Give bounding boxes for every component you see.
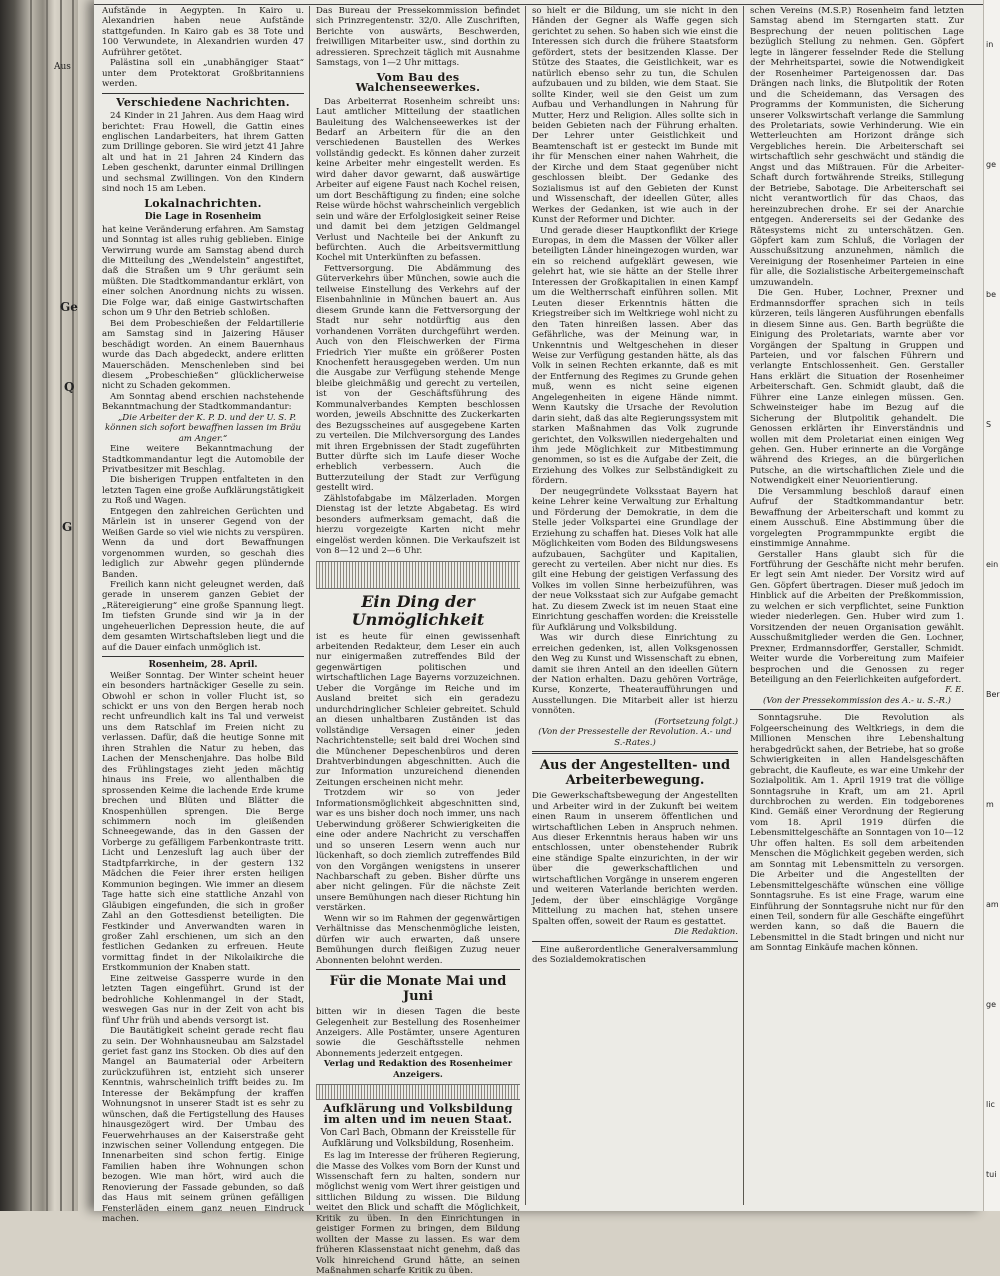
right-fragment: ge <box>986 1000 996 1009</box>
left-fragment: Aus <box>54 62 71 72</box>
author-initials: F. E. <box>945 685 964 696</box>
quote: „Die Arbeiter der K. P. D. und der U. S. P. können sich sofort bewaffnen lassen im Bräu am Anger.“ <box>104 412 302 444</box>
paragraph: hat keine Veränderung erfahren. Am Samstag und Sonntag ist alles ruhig geblieben. Einige Verwirrung wurde am Samstag abend durch die Mitteilung des „Wendelstein“ angestiftet, daß die Straßen um 9 Uhr geräumt sein müßten. Die Stadtkommandantur erklärt, von einer solchen Anordnung nichts zu wissen. Die Folge war, daß einige Gastwirtschaften schon um 9 Uhr den Betrieb schloßen. <box>102 224 304 319</box>
paragraph: Die Gen. Huber, Lochner, Prexner und Erdmannsdorffer sprachen sich in teils kürzeren, teils längeren Ausführungen ebenfalls in diesem Sinne aus. Gen. Barth begrüßte die Einigung des Proletariats, warnte aber vor Vorgängen der Spaltung in Gruppen und Parteien, und vor falschen Führern und verlangte Entschlossenheit. Gen. Gerstaller Hans erklärt die Situation der Rosenheimer Arbeiterschaft. Gen. Schmidt glaubt, daß die Führer eine Lanze einlegen müssen. Gen. Schweinsteiger habe im Bezug auf die Sicherung der Blutpolitik gehandelt. Die Genossen erklärten ihr Einverständnis und wollen mit dem Proletariat einen einigen Weg gehen. Gen. Huber erinnerte an die Vorgänge während des Krieges, an die bürgerlichen Putsche, an die wirtschaftlichen Ziele und die Notwendigkeit einer Neuorientierung. <box>750 288 964 487</box>
column-3 <box>532 6 738 1207</box>
divider <box>532 941 738 942</box>
publisher-signature: Verlag und Redaktion des Rosenheimer Anzeigers. <box>323 1059 513 1080</box>
paragraph: Die Bautätigkeit scheint gerade recht flau zu sein. Der Wohnhausneubau am Salzstadel geriet fast ganz ins Stocken. Ob dies auf den Mangel an Baumaterial oder Arbeitern zurückzuführen ist, entzieht sich unserer Kenntnis, wahrscheinlich trifft beides zu. Im Interesse der Bekämpfung der kraffen Wohnungsnot in unserer Stadt ist es sehr zu wünschen, daß die Fertigstellung des Hauses hinausgezögert wird. Der Umbau des Feuerwehrhauses an der Kaiserstraße geht inzwischen seiner Vollendung entgegen. Die Innenarbeiten sind schon fertig. Einige Familien haben ihre Wohnungen schon bezogen. Wie man hört, wird auch die Renovierung der Fassade gebunden, so daß das Haus mit seinem grünen gefälligen Fensterläden einem ganz neuen Eindruck machen. <box>102 1026 304 1225</box>
heading-monate: Für die Monate Mai und Juni <box>329 974 507 1005</box>
heading-verschiedene: Verschiedene Nachrichten. <box>116 95 290 109</box>
paragraph: Zählstofabgabe im Mälzerladen. Morgen Dienstag ist der letzte Abgabetag. Es wird besonders aufmerksam gemacht, daß die hierzu vorgezeigte Karten nicht mehr eingelöst werden können. Die Verkaufszeit ist von 8—12 und 2—6 Uhr. <box>316 493 520 557</box>
ornament-banner <box>316 1084 520 1100</box>
source-note: (Von der Pressekommission des A.- u. S.-R.) <box>763 695 951 706</box>
paragraph: Wenn wir so im Rahmen der gegenwärtigen Verhältnisse das Menschenmögliche leisten, dürfen wir auch erwarten, daß unsere Bemühungen durch fleißigen Zuzug neuer Abonnenten belohnt werden. <box>316 913 520 966</box>
byline: Von Carl Bach, Obmann der Kreisstelle für Aufklärung und Volksbildung, Rosenheim. <box>320 1128 516 1149</box>
paragraph: so hielt er die Bildung, um sie nicht in den Händen der Gegner als Waffe gegen sich gerichtet zu sehen. So haben sich wie einst die Interessen sich durch die frühere Staatsform gefördert, stets der besitzenden Klasse. Der Stütze des Staates, die Geistlichkeit, war es natürlich ebenso sehr zu tun, die Schulen aufzubauen und zu bilden, wie dem Staat. Sie sollte Kinder, weil sie den Geist um zum Aufbau und Verhandlungen in Nahrung für Mutter, Herz und Religion. Alles sollte sich in beiden Gebieten nach der Führung erhalten. Der Lehrer unter Geistlichkeit und Beamtenschaft ist er gesteckt im Bunde mit ihr für Menschen einer nahen Wahrheit, die der Kirche und dem Staat gegenüber nicht geschlossen bleibt. Der Gedanke des Sozialismus ist auf den Gebieten der Kunst und Wissenschaft, der ideellen Güter, alles Werkes der Gedanken, ist wie auch in der Kunst der Reformer und Dichter. <box>532 6 738 226</box>
right-fragment: in <box>986 40 994 49</box>
right-fragment: Ber <box>986 690 1000 699</box>
column-rule <box>309 6 310 1205</box>
paragraph: Bei dem Probeschießen der Feldartillerie am Samstag sind in Jaizering Häuser beschädigt worden. An einem Bauernhaus wurde das Dach abgedeckt, andere erlitten Mauerschäden. Menschenleben sind bei diesem „Probeschießen“ glücklicherweise nicht zu Schaden gekommen. <box>102 318 304 392</box>
paragraph: Gerstaller Hans glaubt sich für die Fortführung der Geschäfte nicht mehr berufen. Er legt sein Amt nieder. Der Vorsitz wird auf Gen. Göpfert übertragen. Dieser muß jedoch im Hinblick auf die Arbeiten der Preßkommission, zu welchen er sich verpflichtet, seine Funktion wieder niederlegen. Gen. Huber wird zum 1. Vorsitzenden der neuen Organisation gewählt. Ausschußmitglieder werden die Gen. Lochner, Prexner, Erdmannsdorffer, Gerstaller, Schmidt. Weiter wurde die Vorbereitung zum Maifeier besprochen und die Genossen zu reger Beteiligung an den Feierlichkeiten aufgefordert. <box>750 549 964 685</box>
paragraph: Das Arbeiterrat Rosenheim schreibt uns: Laut amtlicher Mitteilung der staatlichen Bauleitung des Walchenseewerkes ist der Bedarf an Arbeitern für die an den verschiedenen Baustellen des Werkes vollständig gedeckt. Es können daher zurzeit keine Arbeiter mehr eingestellt werden. Es wird daher davor gewarnt, daß auswärtige Arbeiter auf eigene Faust nach Kochel reisen, um dort Beschäftigung zu finden; eine solche Reise würde höchst wahrscheinlich vergeblich sein und wäre der Erfolglosigkeit seiner Reise und damit bei dem jetzigen Geldmangel Verlust und Nachteile bei der Ankunft zu befürchten. Auch die Arbeitsvermittlung Kochel mit Unterkünften zu befassen. <box>316 96 520 264</box>
left-fragment: G <box>62 520 73 534</box>
right-fragment: be <box>986 290 996 299</box>
paragraph: Freilich kann nicht geleugnet werden, daß gerade in unserem ganzen Gebiet der „Rätereigierung“ eine große Spannung liegt. Im tiefsten Grunde sind wir ja in der ungeheuerlichen Depression heute, die auf dem gesamten Wirtschaftsleben liegt und die auf die Dauer einfach unmöglich ist. <box>102 580 304 653</box>
paragraph: ist es heute für einen gewissenhaft arbeitenden Redakteur, dem Leser ein auch nur einigermaßen zutreffendes Bild der gegenwärtigen politischen und wirtschaftlichen Lage Bayerns vorzuzeichnen. Ueber die Vorgänge im Reiche und im Ausland breitet sich ein geradezu undurchdringlicher Schleier gebreitet. Schuld an diesen unhaltbaren Zuständen ist das vollständige Versagen einer jeden Nachrichtenstelle; seit bald drei Wochen sind die Münchener Depeschenbüros und deren Drahtverbindungen abgeschnitten. Auch die zur Information unzureichend dienenden Zeitungen erscheinen nicht mehr. <box>316 631 520 788</box>
column-rule <box>743 6 744 1205</box>
heading-aufklaerung: Aufklärung und Volksbildung im alten und im neuen Staat. <box>323 1102 513 1126</box>
divider <box>532 751 738 754</box>
top-border <box>94 0 984 5</box>
paragraph: Was wir durch diese Einrichtung zu erreichen gedenken, ist, allen Volksgenossen den Weg zu Kunst und Wissenschaft zu ebnen, damit sie ihren Anteil an den ideellen Gütern der Nation erhalten. Dazu gehören Vorträge, Kurse, Konzerte, Theateraufführungen und Ausstellungen. Die Mitarbeit aller ist hierzu vonnöten. <box>532 633 738 717</box>
paragraph: Die bisherigen Truppen entfalteten in den letzten Tagen eine große Aufklärungstätigkeit zu Roß und Wagen. <box>102 475 304 507</box>
heading-walchensee: Vom Bau des Walchenseewerkes. <box>355 70 481 95</box>
column-4 <box>750 6 964 1207</box>
paragraph: Weißer Sonntag. Der Winter scheint heuer ein besonders hartnäckiger Geselle zu sein. Obwohl er schon in voller Flucht ist, so schickt er uns von den Bergen herab noch recht unfreundlich kalt ins Tal und verweist uns dem Ratschlaf im Freien nicht zu verlassen. Dafür, daß die heutige Sonne mit ihren Strahlen die Natur zu heben, das Lachen der Menschenjahre. Das holbe Bild des Frühlingstages zieht jeden mächtig hinaus ins Freie, wo allenthalben die sprossenden Keime die lachende Erde krume brechen und Blüten und Blätter die Knospenhüllen sprengen. Die Berge schimmern noch im gleißenden Schneegewande, das in den Gassen der Vorberge zu gefälligem Farbenkontraste tritt. Licht und Lenzesluft lag auch über der Stadtpfarrkirche, in der gestern 132 Mädchen die Feier ihrer ersten heiligen Kommunion begingen. Wie immer an diesem Tage hatte sich eine stattliche Anzahl von Gläubigen eingefunden, die sich in großer Zahl an den Gottesdienst beteiligten. Die Festkinder und Anverwandten waren in großer Zahl erschienen, um sich an den festlichen Gedanken zu erfreuen. Heute vormittag findet in der Nikolaikirche die Erstkommunion der Knaben statt. <box>102 670 304 974</box>
continuation-note: (Fortsetzung folgt.) <box>654 716 738 727</box>
divider <box>102 656 304 657</box>
right-fragment: ge <box>986 160 996 169</box>
right-fragment: S <box>986 420 992 429</box>
paragraph: Am Sonntag abend erschien nachstehende Bekanntmachung der Stadtkommandantur: <box>102 391 304 413</box>
heading-lokal: Lokalnachrichten. <box>144 196 262 210</box>
paragraph: Eine außerordentliche Generalversammlung des Sozialdemokratischen <box>532 944 738 965</box>
headline-unmoeglichkeit: Ein Ding der Unmöglichkeit <box>351 591 485 629</box>
left-fragment: Ge <box>60 300 78 314</box>
right-fragment: tui <box>986 1170 997 1179</box>
subheading-lage: Die Lage in Rosenheim <box>144 212 262 223</box>
paragraph: Die Versammlung beschloß darauf einen Aufruf der Stadtkommandantur betr. Bewaffnung der Arbeiterschaft und kommt zu einem Ausschuß. Eine Abstimmung über die vorgelegten Programmpunkte ergibt die einstimmige Annahme. <box>750 486 964 550</box>
adjacent-page-edge <box>983 0 1000 1211</box>
paragraph: Der neugegründete Volksstaat Bayern hat keine Lehrer keine Verwaltung zur Erhaltung und Förderung der Demokratie, in dem die Stelle jeder Volkspartei eine Grundlage der Erziehung zu schaffen hat. Dieses Volk hat alle Möglichkeiten vom Boden des Bildungswesens aufzubauen, Sachgüter und Kapitalien, gerecht zu verteilen. Aber nicht nur dies. Es gilt eine Hebung der geistigen Verfassung des Volkes im vollen Sinne herbeizuführen, was der neue Volksstaat sich zur Aufgabe gemacht hat. Zu diesem Zweck ist im neuen Staat eine Einrichtung geschaffen worden: die Kreisstelle für Aufklärung und Volksbildung. <box>532 486 738 633</box>
paragraph: Es lag im Interesse der früheren Regierung, die Masse des Volkes vom Born der Kunst und Wissenschaft fern zu halten, sondern nur möglichst wenig vom Wert ihrer geistigen und sittlichen Bildung zu wissen. Die Bildung weitet den Blick und schafft die Möglichkeit, Kritik zu üben. In den Einrichtungen in geistiger Formen zu bringen, dem Bildung wollten der Masse zu lassen. Es war dem früheren Klassenstaat nicht genehm, daß das Volk hinreichend Grund hätte, an seinen Maßnahmen scharfe Kritik zu üben. <box>316 1151 520 1276</box>
source-note: (Von der Pressestelle der Revolution. A.- und S.-Rates.) <box>538 727 732 748</box>
heading-angestellten: Aus der Angestellten- und Arbeiterbewegung. <box>539 758 731 789</box>
right-fragment: m <box>986 800 994 809</box>
book-binding-edge <box>0 0 78 1211</box>
paragraph: Eine zeitweise Gassperre wurde in den letzten Tagen eingeführt. Grund ist der bedrohliche Kohlenmangel in der Stadt, weswegen Gas nur in der Zeit von acht bis fünf Uhr früh und abends versorgt ist. <box>102 973 304 1026</box>
paragraph: Die Gewerkschaftsbewegung der Angestellten und Arbeiter wird in der Zukunft bei weitem einen Raum in unserem öffentlichen und wirtschaftlichen Leben in Anspruch nehmen. Aus dieser Erkenntnis heraus haben wir uns entschlossen, unter obenstehender Rubrik eine ständige Spalte einzurichten, in der wir über die gewerkschaftlichen und wirtschaftlichen Vorgänge in unserem engeren und weiteren Vaterlande berichten werden. Jedem, der über einschlägige Vorgänge Mitteilung zu machen hat, stehen unsere Spalten offen, soweit der Raum es gestattet. <box>532 791 738 927</box>
paragraph: Und gerade dieser Hauptkonflikt der Kriege Europas, in dem die Massen der Völker aller beteiligten Länder hineingezogen wurden, war ein so reichend aufgeklärt gewesen, wie gelehrt hat, wie sie hätte an der Stelle ihrer Interessen der Großkapitalien in einen Kampf um die Weltherrschaft einführen sollen. Mit Leuten dieser Erkenntnis hätten die Kriegstreiber sich im Weltkriege wohl nicht zu den Taten hinreißen lassen. Aber das Gefährliche, was der Meinung war, in Unkenntnis und Weltgeschehen in dieser Weise zur Verfügung gestanden hätte, als das Volk in seinen Rechten erkannte, daß es mit der Entfernung des Regimes zu Grunde gehen muß, wenn es nicht seine eigenen Angelegenheiten in eigene Hände nimmt. Wenn Kautsky die Ursache der Revolution darin sieht, daß das alte Regierungssystem mit starken Maßnahmen das Volk zugrunde gerichtet, den Volkswillen niedergehalten und ihm jede Möglichkeit zur Mitbestimmung genommen, so ist es die Aufgabe der Zeit, die Erziehung des Volkes zur Selbständigkeit zu fördern. <box>532 225 738 487</box>
article-aegypten: Aufstände in Aegypten. In Kairo u. Alexandrien haben neue Aufstände stattgefunden. In Kairo gab es 38 Tote und 100 Verwundete, in Alexandrien wurden 47 Aufrührer getötet. <box>102 6 304 58</box>
article-palaestina: Palästina soll ein „unabhängiger Staat“ unter dem Protektorat Großbritanniens werden. <box>102 58 304 90</box>
ornament-banner <box>316 561 520 589</box>
paragraph: Sonntagsruhe. Die Revolution als Folgeerscheinung des Weltkriegs, in dem die Millionen Menschen ihre Lebenshaltung herabgedrückt sahen, der Betriebe, hat so große Schwierigkeiten in allen Handelsgeschäften gebracht, die Kaufleute, es war eine Umkehr der Sozialpolitik. Am 1. April 1919 trat die völlige Sonntagsruhe in Kraft, um am 21. April durchbrochen zu werden. Ein todgeborenes Kind. Gemäß einer Verordnung der Regierung vom 18. April 1919 dürfen die Lebensmittelgeschäfte an Sonntagen von 10—12 Uhr offen halten. Es soll dem arbeitenden Menschen die Möglichkeit gegeben werden, sich am Sonntag mit Lebensmitteln zu versorgen. Die Arbeiter und die Angestellten der Lebensmittelgeschäfte wünschen eine völlige Sonntagsruhe. Es ist eine Frage, warum eine Einführung der Sonntagsruhe nicht nur für den einen Teil, sondern für alle Geschäfte eingeführt werden kann, so daß die Bauern die Lebensmittel in die Stadt bringen und nicht nur am Sonntag Einkäufe machen können. <box>750 713 964 954</box>
paragraph: Trotzdem wir so von jeder Informationsmöglichkeit abgeschnitten sind, war es uns bisher doch noch immer, uns nach Ueberwindung größerer Schwierigkeiten die eine oder andere Nachricht zu verschaffen und so unseren Lesern wenn auch nur lückenhaft, so doch ziemlich zutreffendes Bild von den Vorgängen wenigstens in unserer Nachbarschaft zu geben. Bisher dürfte uns aber nicht gelingen. Für die nächste Zeit unsere Bemühungen nach dieser Richtung hin verstärken. <box>316 788 520 914</box>
paragraph: schen Vereins (M.S.P.) Rosenheim fand letzten Samstag abend im Sterngarten statt. Zur Besprechung der neuen politischen Lage bezüglich Stellung zu nehmen. Gen. Göpfert legte in längerer fesselnder Rede die Stellung der Mehrheitspartei, sowie die Notwendigkeit der Rosenheimer Parteigenossen dar. Das Drängen nach links, die Blutpolitik der Roten und die Scheidemann, das Versagen des Programms der Kommunisten, die Sicherung unserer Volkswirtschaft verlange die Sammlung des Proletariats, sowie Verhinderung. Wie ein Wetterleuchten am Horizont dränge sich Vergebliches herein. Die Arbeiterschaft sei wirtschaftlich sehr geschwächt und ständig die Angst und das Mißtrauen. Für die Arbeiter-Schaft durch fortwährende Streiks, Stillegung der Betriebe, Sabotage. Die Arbeiterschaft sei nicht verantwortlich für das Chaos, das hereinzubrechen drohe. Er sei der Anarchie entgegen. Andererseits sei der Gedanke des Rätesystems nicht zu unterschätzen. Gen. Göpfert kam zum Schluß, die Vorlagen der Ausschußsitzung anzunehmen, nämlich die Vereinigung der Rosenheimer Parteien in eine für alle, die Sozialistische Arbeitergemeinschaft umzuwandeln. <box>750 6 964 288</box>
article-kinder: 24 Kinder in 21 Jahren. Aus dem Haag wird berichtet: Frau Howell, die Gattin eines englischen Landarbeiters, hat ihrem Gatten zum Drillinge geboren. Sie wird jetzt 41 Jahre alt und hat in 21 Jahren 24 Kindern das Leben geschenkt, darunter einmal Drillingen und sechsmal Zwillingen. Von den Kindern sind noch 15 am Leben. <box>102 111 304 195</box>
column-1 <box>102 6 304 1225</box>
left-fragment: Q <box>64 380 75 394</box>
paragraph: Fettversorgung. Die Abdämmung des Güterverkehrs über München, sowie auch die teilweise Einstellung des Verkehrs auf der Eisenbahnlinie in München bauert an. Aus diesem Grunde kann die Fettversorgung der Stadt nur sehr notdürftig aus den vorhandenen Vorräten durchgeführt werden. Auch von den Fleischwerken der Firma Friedrich Yier mußte ein größerer Posten Knochenfett herausgegeben werden. Um nun die Ausgabe zur Verfügung stehende Menge bleibe gleichmäßig und gerecht zu verteilen, ist von der Geschäftsführung des Kommunalverbandes Kempten beschlossen worden, jeweils Abschnitte des Zuckerkarten des Bezugsscheines auf ausgegebene Karten zu verteilen. Die Milchversorgung des Landes mit ihren Ergebnissen der Stadt zugeführten Butter dürfte sich im Laufe dieser Woche erheblich verbessern. Auch die Butterzuteilung der Stadt zur Verfügung gestellt wird. <box>316 263 520 494</box>
right-fragment: ein <box>986 560 999 569</box>
divider <box>102 93 304 94</box>
divider <box>750 709 964 710</box>
column-2 <box>316 6 520 1276</box>
right-fragment: am <box>986 900 999 909</box>
divider <box>316 969 520 970</box>
dateline: Rosenheim, 28. April. <box>148 660 258 671</box>
right-fragment: lic <box>986 1100 995 1109</box>
newspaper-page <box>94 0 984 1276</box>
redaction-signature: Die Redaktion. <box>674 927 738 938</box>
column-rule <box>525 6 526 1205</box>
paragraph: bitten wir in diesen Tagen die beste Gelegenheit zur Bestellung des Rosenheimer Anzeigers. Alle Postämter, unsere Agenturen sowie die Geschäftsstelle nehmen Abonnements jederzeit entgegen. <box>316 1007 520 1059</box>
paragraph: Eine weitere Bekanntmachung der Stadtkommandantur legt die Automobile der Privatbesitzer mit Beschlag. <box>102 444 304 476</box>
paragraph: Entgegen den zahlreichen Gerüchten und Märlein ist in unserer Gegend von der Weißen Garde so viel wie nichts zu verspüren. Wenn da und dort Bewaffnungen vorgenommen wurden, so geschah dies lediglich zur Abwehr gegen plündernde Banden. <box>102 506 304 580</box>
paragraph: Das Bureau der Pressekommission befindet sich Prinzregentenstr. 32/0. Alle Zuschriften, Berichte von auswärts, Beschwerden, freiwilligen Mitarbeiter usw., sind dorthin zu adressieren. Sprechzeit täglich mit Ausnahme Samstags, von 1—2 Uhr mittags. <box>316 6 520 69</box>
